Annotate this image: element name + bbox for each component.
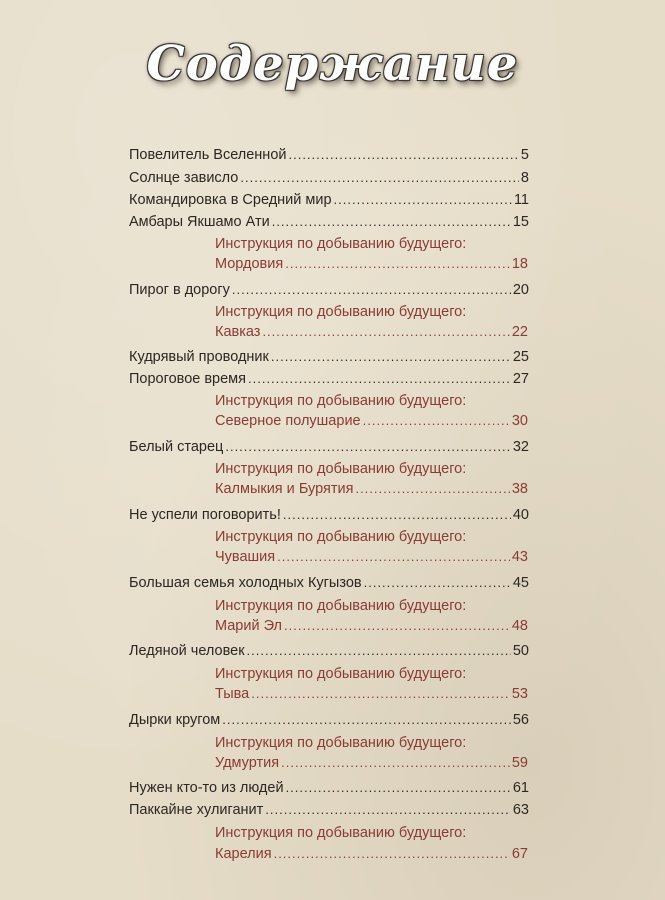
toc-entry[interactable]: [129, 212, 529, 232]
entry-title: Чувашия: [215, 549, 276, 565]
entry-page: 67: [511, 846, 528, 862]
entry-title: Солнце зависло: [129, 170, 239, 186]
instruction-heading: Инструкция по добыванию будущего:: [215, 461, 467, 477]
leader-dots: [265, 800, 511, 820]
leader-dots: [285, 254, 510, 274]
entry-title: Пирог в дорогу: [129, 282, 230, 298]
leader-dots: [262, 322, 509, 342]
instruction-heading: Инструкция по добыванию будущего:: [215, 236, 467, 252]
entry-title: Карелия: [215, 846, 272, 862]
toc-subentry[interactable]: [215, 322, 528, 342]
entry-title: Тыва: [215, 686, 250, 702]
toc-entry[interactable]: [129, 437, 529, 457]
entry-page: 5: [520, 147, 529, 163]
entry-page: 8: [520, 170, 529, 186]
leader-dots: [247, 641, 511, 661]
toc-subentry[interactable]: [215, 616, 528, 636]
leader-dots: [272, 212, 511, 232]
leader-dots: [286, 778, 511, 798]
entry-page: 30: [511, 413, 528, 429]
entry-title: Марий Эл: [215, 618, 282, 634]
instruction-heading: Инструкция по добыванию будущего:: [215, 735, 467, 751]
toc-subentry[interactable]: [215, 753, 528, 773]
entry-page: 45: [512, 575, 529, 591]
entry-page: 50: [512, 643, 529, 659]
toc-entry[interactable]: [129, 347, 529, 367]
toc-entry[interactable]: [129, 641, 529, 661]
entry-page: 61: [512, 780, 529, 796]
leader-dots: [225, 437, 511, 457]
entry-title: Командировка в Средний мир: [129, 192, 332, 208]
toc-entry[interactable]: [129, 280, 529, 300]
entry-page: 38: [511, 481, 528, 497]
leader-dots: [271, 347, 511, 367]
leader-dots: [232, 280, 511, 300]
toc-entry[interactable]: [129, 145, 529, 165]
entry-page: 40: [512, 507, 529, 523]
leader-dots: [364, 573, 511, 593]
entry-page: 22: [511, 324, 528, 340]
toc-entry[interactable]: [129, 778, 529, 798]
toc-subentry[interactable]: [215, 547, 528, 567]
entry-title: Дырки кругом: [129, 712, 221, 728]
leader-dots: [363, 411, 510, 431]
toc-subentry[interactable]: [215, 844, 528, 864]
toc-entry[interactable]: [129, 800, 529, 820]
entry-title: Калмыкия и Бурятия: [215, 481, 354, 497]
entry-title: Белый старец: [129, 439, 224, 455]
entry-page: 59: [511, 755, 528, 771]
entry-page: 63: [512, 802, 529, 818]
instruction-heading: Инструкция по добыванию будущего:: [215, 598, 467, 614]
leader-dots: [283, 505, 511, 525]
page-title: Содержание: [146, 36, 519, 92]
entry-title: Не успели поговорить!: [129, 507, 281, 523]
entry-page: 27: [512, 371, 529, 387]
entry-page: 25: [512, 349, 529, 365]
instruction-heading: Инструкция по добыванию будущего:: [215, 304, 467, 320]
toc-entry[interactable]: [129, 710, 529, 730]
entry-page: 15: [512, 214, 529, 230]
leader-dots: [274, 844, 510, 864]
leader-dots: [251, 684, 510, 704]
toc-entry[interactable]: [129, 573, 529, 593]
leader-dots: [277, 547, 510, 567]
leader-dots: [334, 190, 512, 210]
leader-dots: [248, 369, 511, 389]
entry-title: Удмуртия: [215, 755, 280, 771]
entry-title: Повелитель Вселенной: [129, 147, 287, 163]
entry-page: 56: [512, 712, 529, 728]
leader-dots: [284, 616, 510, 636]
entry-title: Мордовия: [215, 256, 284, 272]
instruction-heading: Инструкция по добыванию будущего:: [215, 825, 467, 841]
entry-title: Амбары Якшамо Ати: [129, 214, 270, 230]
instruction-heading: Инструкция по добыванию будущего:: [215, 393, 467, 409]
toc-entry[interactable]: [129, 168, 529, 188]
leader-dots: [281, 753, 510, 773]
entry-title: Кудрявый проводник: [129, 349, 269, 365]
entry-title: Ледяной человек: [129, 643, 245, 659]
toc-subentry[interactable]: [215, 254, 528, 274]
entry-title: Паккайне хулиганит: [129, 802, 264, 818]
entry-page: 32: [512, 439, 529, 455]
toc-subentry[interactable]: [215, 479, 528, 499]
entry-title: Пороговое время: [129, 371, 246, 387]
instruction-heading: Инструкция по добыванию будущего:: [215, 666, 467, 682]
entry-title: Нужен кто-то из людей: [129, 780, 284, 796]
leader-dots: [355, 479, 509, 499]
instruction-heading: Инструкция по добыванию будущего:: [215, 529, 467, 545]
entry-page: 53: [511, 686, 528, 702]
leader-dots: [222, 710, 511, 730]
entry-page: 48: [511, 618, 528, 634]
entry-page: 20: [512, 282, 529, 298]
entry-title: Большая семья холодных Кугызов: [129, 575, 362, 591]
leader-dots: [288, 145, 518, 165]
entry-title: Кавказ: [215, 324, 261, 340]
toc-subentry[interactable]: [215, 684, 528, 704]
entry-title: Северное полушарие: [215, 413, 361, 429]
toc-entry[interactable]: [129, 369, 529, 389]
toc-entry[interactable]: [129, 505, 529, 525]
entry-page: 43: [511, 549, 528, 565]
toc-entry[interactable]: [129, 190, 529, 210]
leader-dots: [240, 168, 519, 188]
entry-page: 18: [511, 256, 528, 272]
toc-subentry[interactable]: [215, 411, 528, 431]
entry-page: 11: [513, 192, 529, 208]
